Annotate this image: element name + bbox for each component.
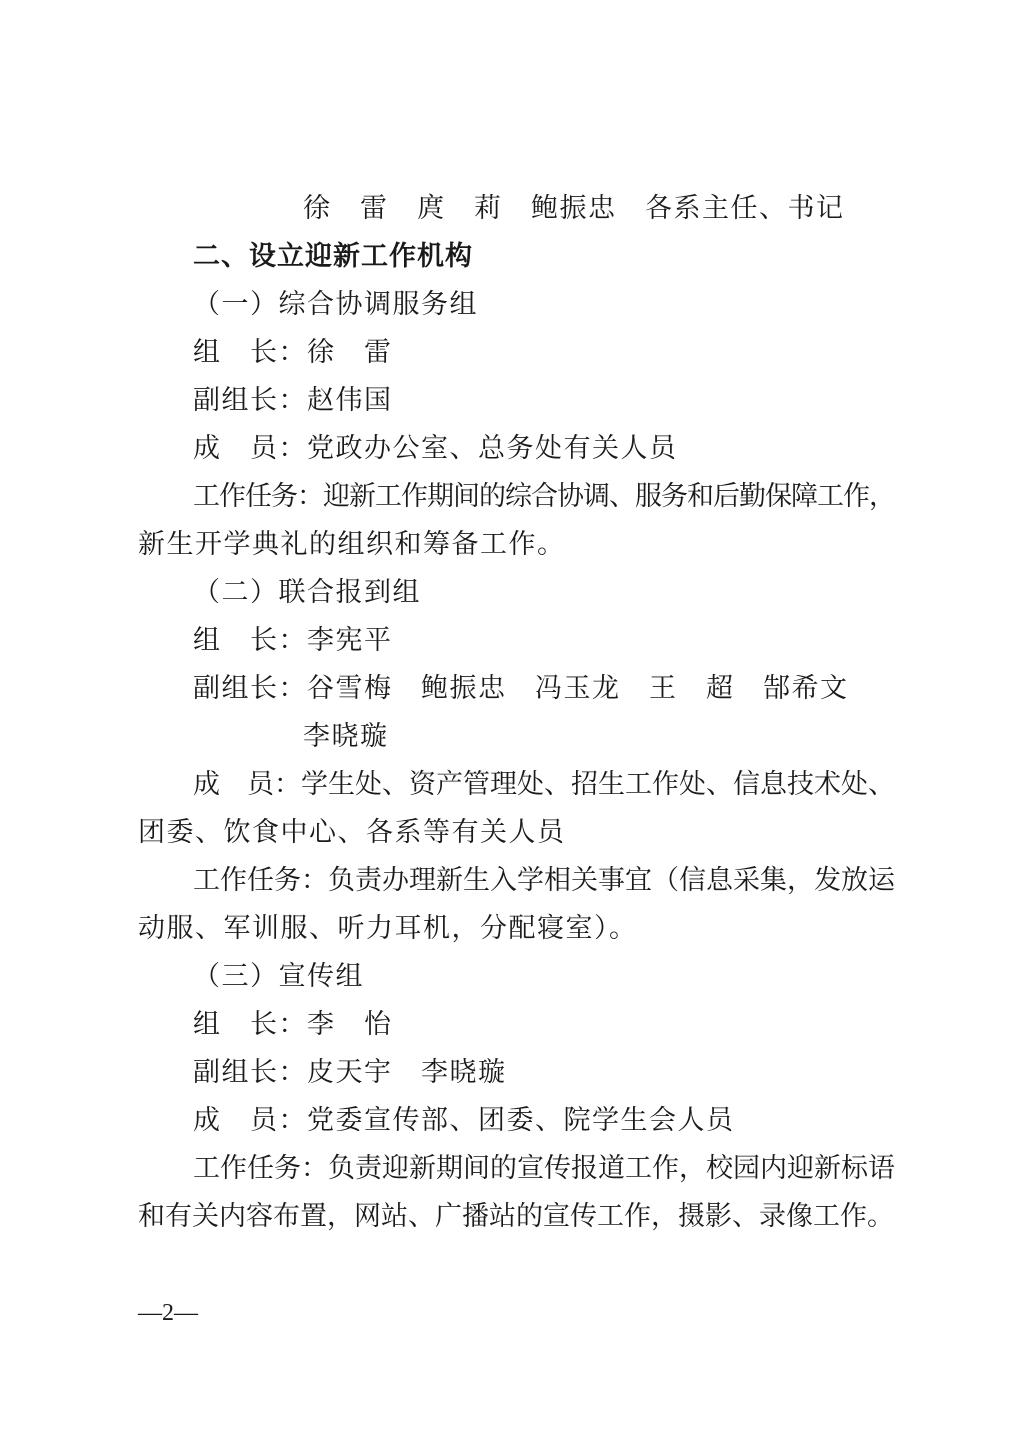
group3-leader: 组 长：李 怡 [193, 1009, 393, 1040]
group1-task-line1: 工作任务：迎新工作期间的综合协调、服务和后勤保障工作， [193, 481, 895, 512]
group1-members: 成 员：党政办公室、总务处有关人员 [193, 433, 678, 464]
group2-task-line1: 工作任务：负责办理新生入学相关事宜（信息采集，发放运 [193, 865, 895, 896]
group1-task-line2: 新生开学典礼的组织和筹备工作。 [138, 529, 566, 560]
group1-title: （一）综合协调服务组 [193, 289, 478, 320]
group2-members-line1: 成 员：学生处、资产管理处、招生工作处、信息技术处、 [193, 769, 895, 800]
group3-task-line2: 和有关内容布置，网站、广播站的宣传工作，摄影、录像工作。 [138, 1201, 894, 1232]
group1-leader: 组 长：徐 雷 [193, 337, 393, 368]
group3-title: （三）宣传组 [193, 961, 364, 992]
group2-deputy-line2: 李晓璇 [303, 721, 389, 752]
group1-deputy: 副组长：赵伟国 [193, 385, 393, 416]
group3-deputy: 副组长：皮天宇 李晓璇 [193, 1057, 507, 1088]
continued-members-line: 徐 雷 庹 莉 鲍振忠 各系主任、书记 [303, 193, 845, 224]
group2-task-line2: 动服、军训服、听力耳机，分配寝室）。 [138, 913, 638, 944]
group3-task-line1: 工作任务：负责迎新期间的宣传报道工作，校园内迎新标语 [193, 1153, 895, 1184]
group2-leader: 组 长：李宪平 [193, 625, 393, 656]
section-heading-2: 二、设立迎新工作机构 [193, 241, 473, 272]
group2-members-line2: 团委、饮食中心、各系等有关人员 [138, 817, 566, 848]
group3-members: 成 员：党委宣传部、团委、院学生会人员 [193, 1105, 735, 1136]
group2-deputy-line1: 副组长：谷雪梅 鲍振忠 冯玉龙 王 超 郜希文 [193, 673, 849, 704]
group2-title: （二）联合报到组 [193, 577, 421, 608]
page-number: —2— [138, 1300, 198, 1326]
